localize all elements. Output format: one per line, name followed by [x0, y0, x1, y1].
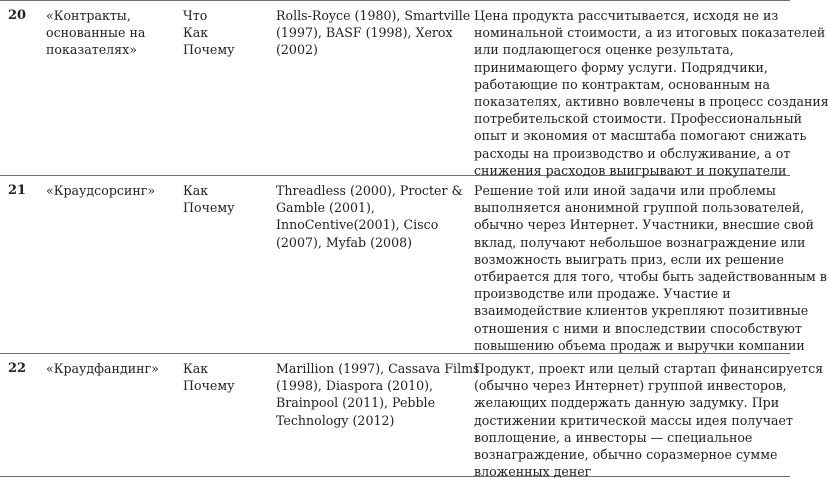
- description-line: достижении критической массы идея получает: [474, 412, 793, 428]
- example-line: (1998), Diaspora (2010),: [276, 378, 434, 394]
- model-name: [46, 7, 145, 59]
- dimension-tag: Почему: [183, 42, 235, 58]
- model-dimensions: [183, 182, 235, 216]
- model-name: [46, 360, 159, 377]
- model-name-line: «Краудфандинг»: [46, 361, 159, 376]
- table-row-22: [0, 354, 824, 480]
- description-line: (обычно через Интернет) группой инвесторов,: [474, 378, 787, 394]
- row-number: 20: [8, 8, 27, 23]
- dimension-tag: Почему: [183, 378, 235, 394]
- example-line: Threadless (2000), Procter &: [276, 183, 463, 198]
- dimension-tag: Что: [183, 8, 208, 23]
- dimension-tag: Как: [183, 25, 209, 41]
- description-line: потребительской стоимости. Профессиональный: [474, 111, 802, 127]
- example-line: Brainpool (2011), Pebble: [276, 395, 436, 411]
- dimension-tag: Как: [183, 361, 209, 376]
- description-line: или подлающегося оценке результата,: [474, 42, 734, 58]
- description-line: Продукт, проект или целый стартап финансируется: [474, 361, 824, 376]
- description-line: снижения расходов выигрывают и покупатели: [474, 162, 787, 178]
- description-line: принимающего форму услуги. Подрядчики,: [474, 59, 768, 75]
- company-examples: [276, 182, 463, 251]
- row-number: 22: [8, 361, 27, 376]
- model-description: [474, 7, 829, 179]
- description-line: вознаграждение, обычно соразмерное сумме: [474, 447, 778, 463]
- description-line: вклад, получают небольшое вознаграждение или: [474, 234, 806, 250]
- example-line: Rolls-Royce (1980), Smartville: [276, 8, 471, 23]
- description-line: выполняется анонимной группой пользователей,: [474, 200, 805, 216]
- company-examples: [276, 7, 470, 59]
- description-line: работающие по контрактам, основанным на: [474, 76, 770, 92]
- description-line: опыт и экономия от масштаба помогают снижать: [474, 128, 807, 144]
- description-line: Решение той или иной задачи или проблемы: [474, 183, 776, 198]
- description-line: возможность выиграть приз, если их решение: [474, 251, 784, 267]
- description-line: отбирается для того, чтобы быть задействованным в: [474, 269, 827, 285]
- table-row-20: [0, 0, 829, 178]
- description-line: взаимодействие клиентов укрепляют позитивные: [474, 303, 809, 319]
- dimension-tag: Почему: [183, 200, 235, 216]
- company-examples: [276, 360, 480, 429]
- description-line: обычно через Интернет. Участники, внесшие свой: [474, 217, 815, 233]
- example-line: Marillion (1997), Cassava Films: [276, 361, 480, 376]
- model-description: [474, 360, 823, 480]
- example-line: (1997), BASF (1998), Xerox: [276, 25, 453, 41]
- example-line: (2007), Myfab (2008): [276, 234, 413, 250]
- description-line: Цена продукта рассчитывается, исходя не из: [474, 8, 779, 23]
- example-line: (2002): [276, 42, 318, 58]
- description-line: воплощение, а инвесторы — специальное: [474, 429, 753, 445]
- description-line: желающих поддержать данную задумку. При: [474, 395, 780, 411]
- description-line: расходы на производство и обслуживание, а от: [474, 145, 791, 161]
- description-line: показателях, активно вовлечены в процесс создания: [474, 94, 829, 110]
- model-dimensions: [183, 7, 235, 59]
- example-line: Gamble (2001),: [276, 200, 375, 216]
- model-name-line: «Контракты,: [46, 8, 131, 23]
- description-line: отношения с ними и впоследствии способствуют: [474, 320, 802, 336]
- description-line: номинальной стоимости, а из итоговых показателей: [474, 25, 826, 41]
- model-dimensions: [183, 360, 235, 394]
- model-name: [46, 182, 155, 199]
- dimension-tag: Как: [183, 183, 209, 198]
- description-line: производстве или продаже. Участие и: [474, 286, 731, 302]
- row-number: 21: [8, 183, 27, 198]
- example-line: InnoCentive(2001), Cisco: [276, 217, 439, 233]
- description-line: вложенных денег: [474, 464, 592, 480]
- model-name-line: показателях»: [46, 42, 137, 58]
- example-line: Technology (2012): [276, 412, 395, 428]
- model-name-line: основанные на: [46, 25, 146, 41]
- description-line: повышению объема продаж и выручки компании: [474, 337, 805, 353]
- table-row-21: [0, 176, 827, 354]
- model-name-line: «Краудсорсинг»: [46, 183, 156, 198]
- model-description: [474, 182, 827, 354]
